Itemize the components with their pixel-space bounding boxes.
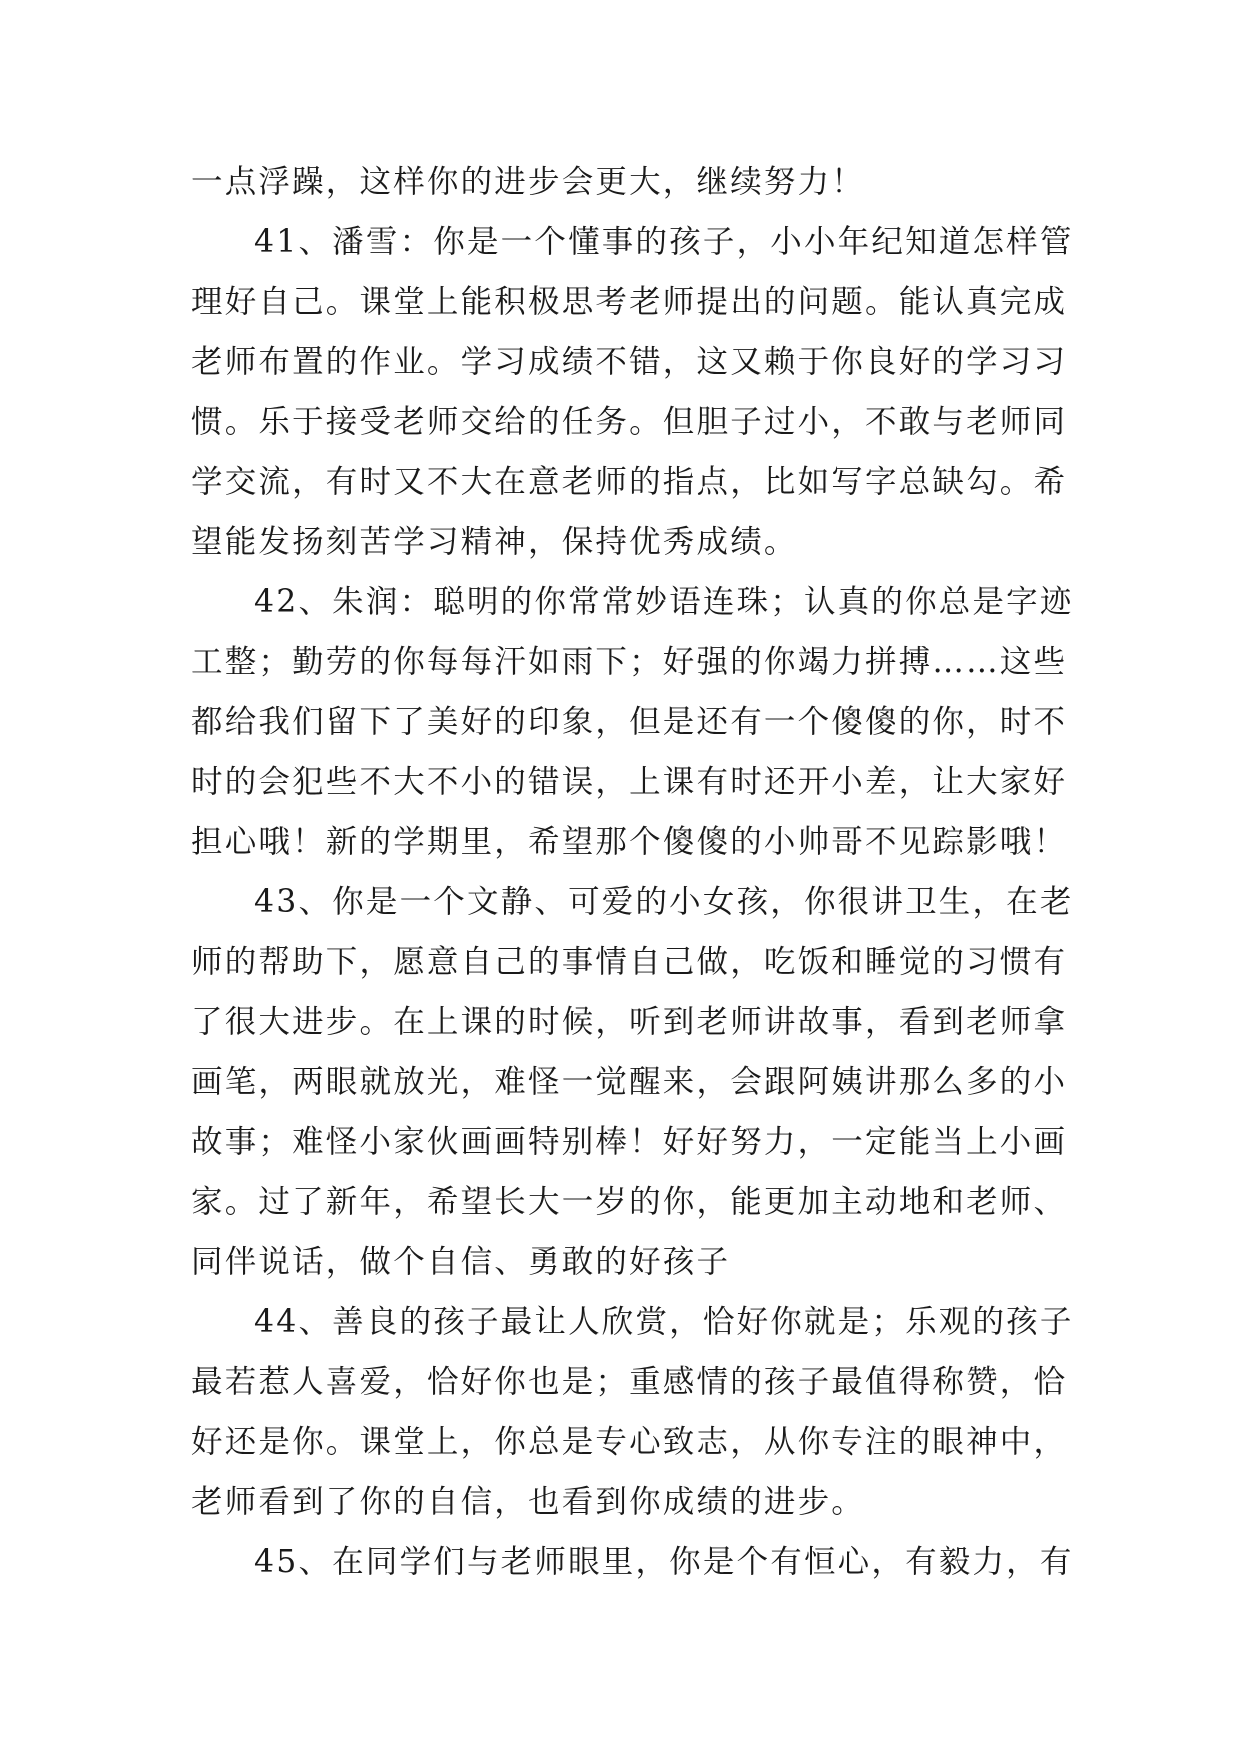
text-line: 工整；勤劳的你每每汗如雨下；好强的你竭力拼搏……这些 xyxy=(191,644,1068,680)
text-line: 41、潘雪：你是一个懂事的孩子，小小年纪知道怎样管 xyxy=(254,224,1074,260)
text-line: 师的帮助下，愿意自己的事情自己做，吃饭和睡觉的习惯有 xyxy=(191,944,1068,980)
text-line: 理好自己。课堂上能积极思考老师提出的问题。能认真完成 xyxy=(191,284,1068,320)
text-line: 画笔，两眼就放光，难怪一觉醒来，会跟阿姨讲那么多的小 xyxy=(191,1064,1068,1100)
text-line: 45、在同学们与老师眼里，你是个有恒心，有毅力，有 xyxy=(254,1544,1074,1580)
text-line: 好还是你。课堂上，你总是专心致志，从你专注的眼神中， xyxy=(191,1424,1068,1460)
text-line: 最若惹人喜爱，恰好你也是；重感情的孩子最值得称赞，恰 xyxy=(191,1364,1068,1400)
text-line: 43、你是一个文静、可爱的小女孩，你很讲卫生，在老 xyxy=(254,884,1074,920)
document-body xyxy=(191,152,1074,1592)
text-line: 故事；难怪小家伙画画特别棒！好好努力，一定能当上小画 xyxy=(191,1124,1068,1160)
text-line: 学交流，有时又不大在意老师的指点，比如写字总缺勾。希 xyxy=(191,464,1068,500)
text-line: 都给我们留下了美好的印象，但是还有一个傻傻的你，时不 xyxy=(191,704,1068,740)
text-line: 时的会犯些不大不小的错误，上课有时还开小差，让大家好 xyxy=(191,764,1068,800)
text-line: 一点浮躁，这样你的进步会更大，继续努力！ xyxy=(191,164,866,200)
text-line: 老师看到了你的自信，也看到你成绩的进步。 xyxy=(191,1484,866,1520)
text-line: 惯。乐于接受老师交给的任务。但胆子过小，不敢与老师同 xyxy=(191,404,1068,440)
text-line: 望能发扬刻苦学习精神，保持优秀成绩。 xyxy=(191,524,798,560)
text-line: 家。过了新年，希望长大一岁的你，能更加主动地和老师、 xyxy=(191,1184,1068,1220)
text-line: 了很大进步。在上课的时候，听到老师讲故事，看到老师拿 xyxy=(191,1004,1068,1040)
text-line: 老师布置的作业。学习成绩不错，这又赖于你良好的学习习 xyxy=(191,344,1068,380)
text-line: 同伴说话，做个自信、勇敢的好孩子 xyxy=(191,1244,731,1280)
text-line: 44、善良的孩子最让人欣赏，恰好你就是；乐观的孩子 xyxy=(254,1304,1074,1340)
text-line: 42、朱润：聪明的你常常妙语连珠；认真的你总是字迹 xyxy=(254,584,1074,620)
text-line: 担心哦！新的学期里，希望那个傻傻的小帅哥不见踪影哦！ xyxy=(191,824,1068,860)
